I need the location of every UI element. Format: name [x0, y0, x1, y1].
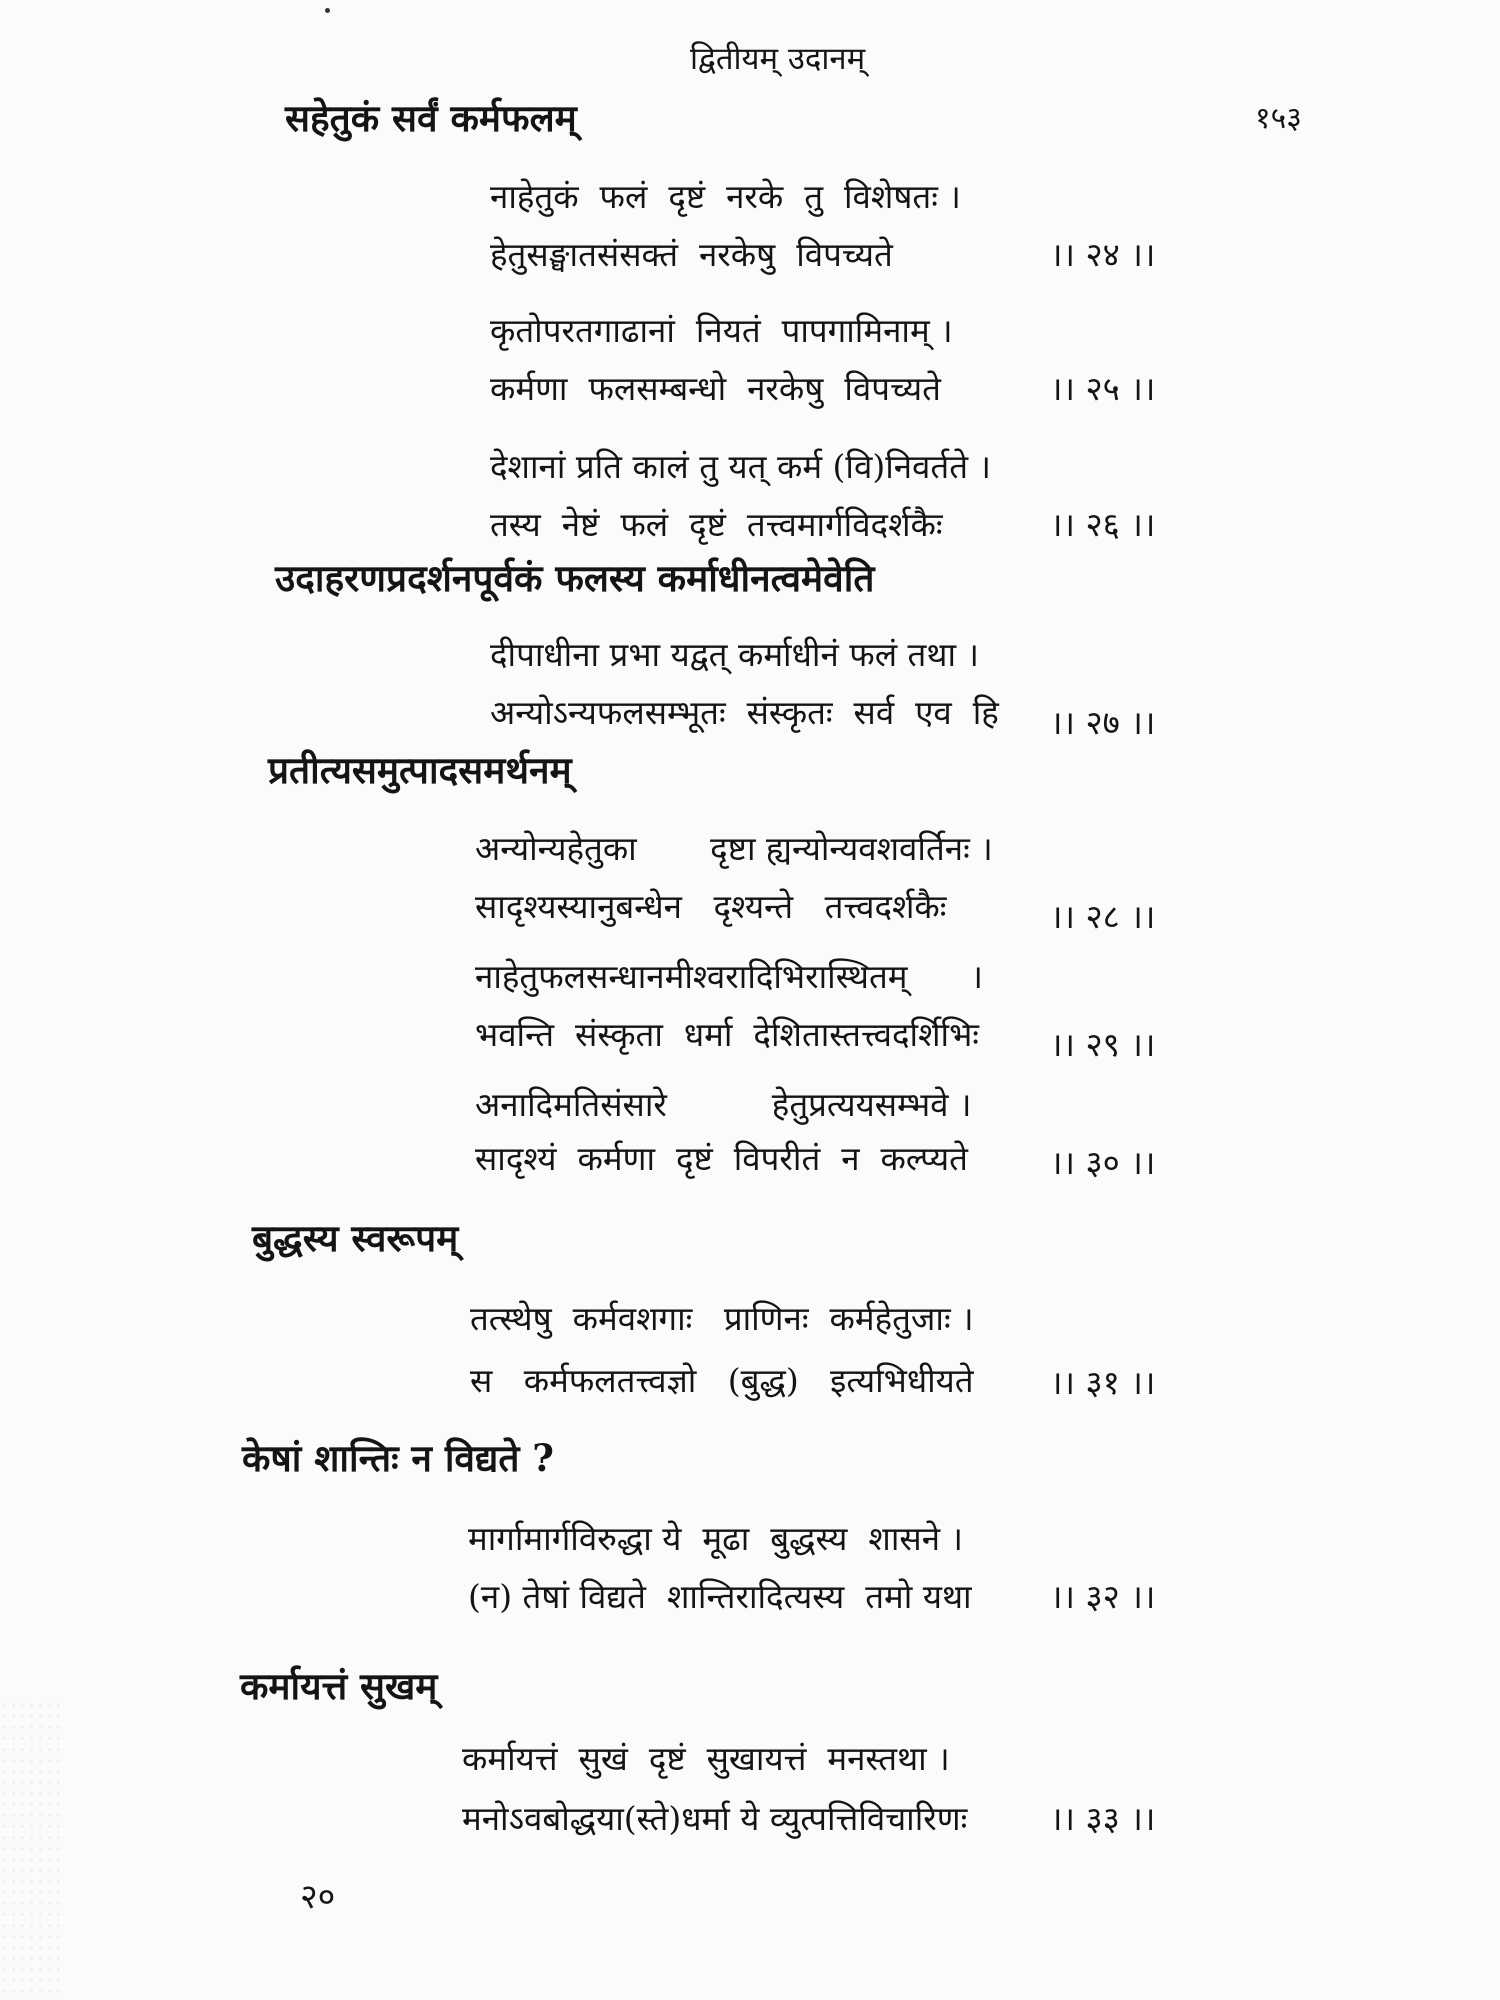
verse-number: ।। २६ ।। — [1050, 505, 1156, 544]
section-heading: प्रतीत्यसमुत्पादसमर्थनम् — [268, 748, 572, 792]
verse-line: सादृश्यस्यानुबन्धेन दृश्यन्ते तत्त्वदर्शकैः — [475, 887, 947, 926]
verse-line: देशानां प्रति कालं तु यत् कर्म (वि)निवर्तते । — [490, 447, 992, 486]
verse-line: दीपाधीना प्रभा यद्वत् कर्माधीनं फलं तथा । — [490, 635, 980, 674]
verse-line: तस्य नेष्टं फलं दृष्टं तत्त्वमार्गविदर्शकैः — [490, 505, 943, 544]
section-heading: सहेतुकं सर्वं कर्मफलम् — [285, 96, 577, 140]
verse-line: मनोऽवबोद्धया(स्ते)धर्मा ये व्युत्पत्तिविचारिणः — [462, 1799, 968, 1838]
verse-number: ।। ३० ।। — [1050, 1143, 1156, 1182]
verse-line: अन्योन्यहेतुका दृष्टा ह्यन्योन्यवशवर्तिनः । — [475, 829, 993, 868]
verse-number: ।। २५ ।। — [1050, 369, 1156, 408]
scan-speck — [325, 8, 330, 13]
verse-number: ।। ३२ ।। — [1050, 1577, 1156, 1616]
verse-number: ।। ३१ ।। — [1050, 1363, 1156, 1402]
verse-line: स कर्मफलतत्त्वज्ञो (बुद्ध) इत्यभिधीयते — [470, 1361, 974, 1400]
verse-number: ।। २४ ।। — [1050, 235, 1156, 274]
verse-line: भवन्ति संस्कृता धर्मा देशितास्तत्त्वदर्शिभिः — [475, 1015, 979, 1054]
verse-line: कर्मायत्तं सुखं दृष्टं सुखायत्तं मनस्तथा । — [462, 1739, 950, 1778]
verse-line: तत्स्थेषु कर्मवशगाः प्राणिनः कर्महेतुजाः । — [470, 1299, 974, 1338]
verse-line: सादृश्यं कर्मणा दृष्टं विपरीतं न कल्प्यते — [475, 1139, 968, 1178]
verse-line: (न) तेषां विद्यते शान्तिरादित्यस्य तमो यथा — [468, 1577, 972, 1616]
verse-number: ।। ३३ ।। — [1050, 1799, 1156, 1838]
section-heading: उदाहरणप्रदर्शनपूर्वकं फलस्य कर्माधीनत्वमेवेति — [275, 556, 875, 600]
running-title: द्वितीयम् उदानम् — [690, 41, 866, 77]
signature-mark: २० — [300, 1877, 336, 1917]
verse-line: मार्गामार्गविरुद्धा ये मूढा बुद्धस्य शासने । — [468, 1519, 964, 1558]
verse-line: नाहेतुफलसन्धानमीश्वरादिभिरास्थितम् । — [475, 957, 983, 996]
section-heading: केषां शान्तिः न विद्यते ? — [242, 1436, 554, 1480]
verse-line: अनादिमतिसंसारे हेतुप्रत्ययसम्भवे । — [475, 1085, 972, 1124]
verse-line: कर्मणा फलसम्बन्धो नरकेषु विपच्यते — [490, 369, 941, 408]
verse-line: कृतोपरतगाढानां नियतं पापगामिनाम् । — [490, 311, 953, 350]
section-heading: बुद्धस्य स्वरूपम् — [252, 1216, 459, 1260]
verse-line: अन्योऽन्यफलसम्भूतः संस्कृतः सर्व एव हि — [490, 693, 999, 732]
verse-line: हेतुसङ्घातसंसक्तं नरकेषु विपच्यते — [490, 235, 893, 274]
verse-number: ।। २७ ।। — [1050, 703, 1156, 742]
verse-number: ।। २९ ।। — [1050, 1025, 1156, 1064]
scan-noise — [0, 1700, 60, 2000]
section-heading: कर्मायत्तं सुखम् — [240, 1664, 438, 1708]
verse-line: नाहेतुकं फलं दृष्टं नरके तु विशेषतः । — [490, 177, 961, 216]
verse-number: ।। २८ ।। — [1050, 897, 1156, 936]
page-number: १५३ — [1255, 101, 1302, 136]
